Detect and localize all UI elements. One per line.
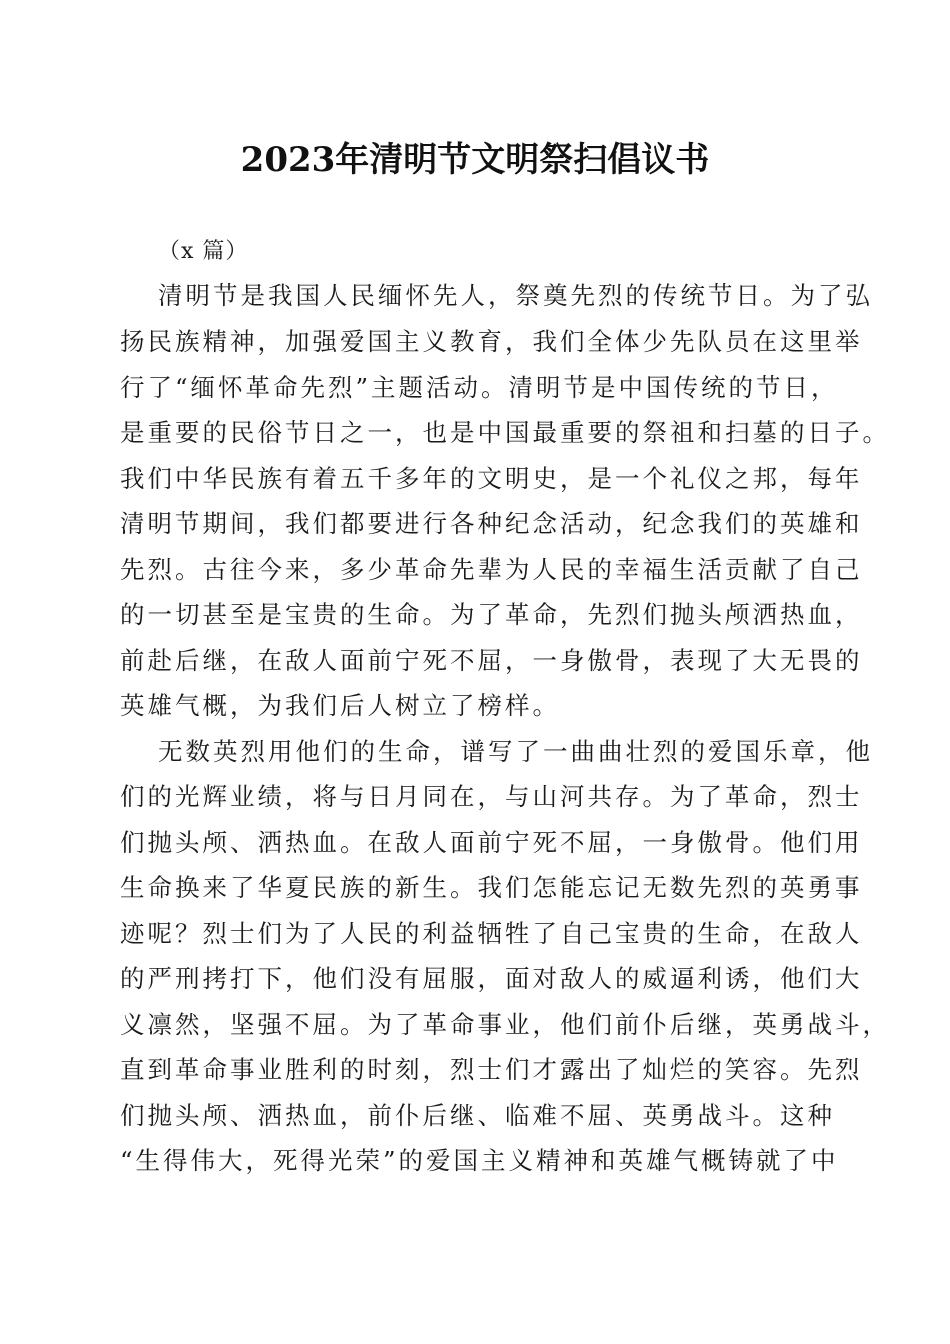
paragraph-line: 的严刑拷打下，他们没有屈服，面对敌人的威逼利诱，他们大 — [120, 964, 863, 993]
paragraph-line: 们抛头颅、洒热血，前仆后继、临难不屈、英勇战斗。这种 — [120, 1101, 835, 1130]
paragraph-line: 无数英烈用他们的生命，谱写了一曲曲壮烈的爱国乐章，他 — [158, 737, 873, 766]
paragraph-line: 扬民族精神，加强爱国主义教育，我们全体少先队员在这里举 — [120, 327, 863, 356]
paragraph-line: 清明节是我国人民缅怀先人，祭奠先烈的传统节日。为了弘 — [158, 281, 873, 310]
paragraph-line: 清明节期间，我们都要进行各种纪念活动，纪念我们的英雄和 — [120, 509, 863, 538]
document-title: 2023年清明节文明祭扫倡议书 — [240, 140, 710, 180]
paragraph-line: 行了“缅怀革命先烈”主题活动。清明节是中国传统的节日， — [120, 373, 839, 402]
paragraph-line: 直到革命事业胜利的时刻，烈士们才露出了灿烂的笑容。先烈 — [120, 1055, 863, 1084]
document-subtitle: （x 篇） — [158, 239, 249, 264]
paragraph-line: 生命换来了华夏民族的新生。我们怎能忘记无数先烈的英勇事 — [120, 873, 863, 902]
paragraph-line: “生得伟大，死得光荣”的爱国主义精神和英雄气概铸就了中 — [120, 1146, 839, 1175]
paragraph-line: 迹呢？烈士们为了人民的利益牺牲了自己宝贵的生命，在敌人 — [120, 919, 863, 948]
paragraph-line: 先烈。古往今来，多少革命先辈为人民的幸福生活贡献了自己 — [120, 555, 863, 584]
paragraph-line: 英雄气概，为我们后人树立了榜样。 — [120, 691, 560, 720]
paragraph-line: 我们中华民族有着五千多年的文明史，是一个礼仪之邦，每年 — [120, 464, 863, 493]
paragraph-line: 们的光辉业绩，将与日月同在，与山河共存。为了革命，烈士 — [120, 782, 863, 811]
paragraph-line: 的一切甚至是宝贵的生命。为了革命，先烈们抛头颅洒热血， — [120, 600, 863, 629]
paragraph-line: 义凛然，坚强不屈。为了革命事业，他们前仆后继，英勇战斗， — [120, 1010, 890, 1039]
paragraph-line: 是重要的民俗节日之一，也是中国最重要的祭祖和扫墓的日子。 — [120, 418, 890, 447]
paragraph-line: 前赴后继，在敌人面前宁死不屈，一身傲骨，表现了大无畏的 — [120, 646, 863, 675]
paragraph-line: 们抛头颅、洒热血。在敌人面前宁死不屈，一身傲骨。他们用 — [120, 828, 863, 857]
